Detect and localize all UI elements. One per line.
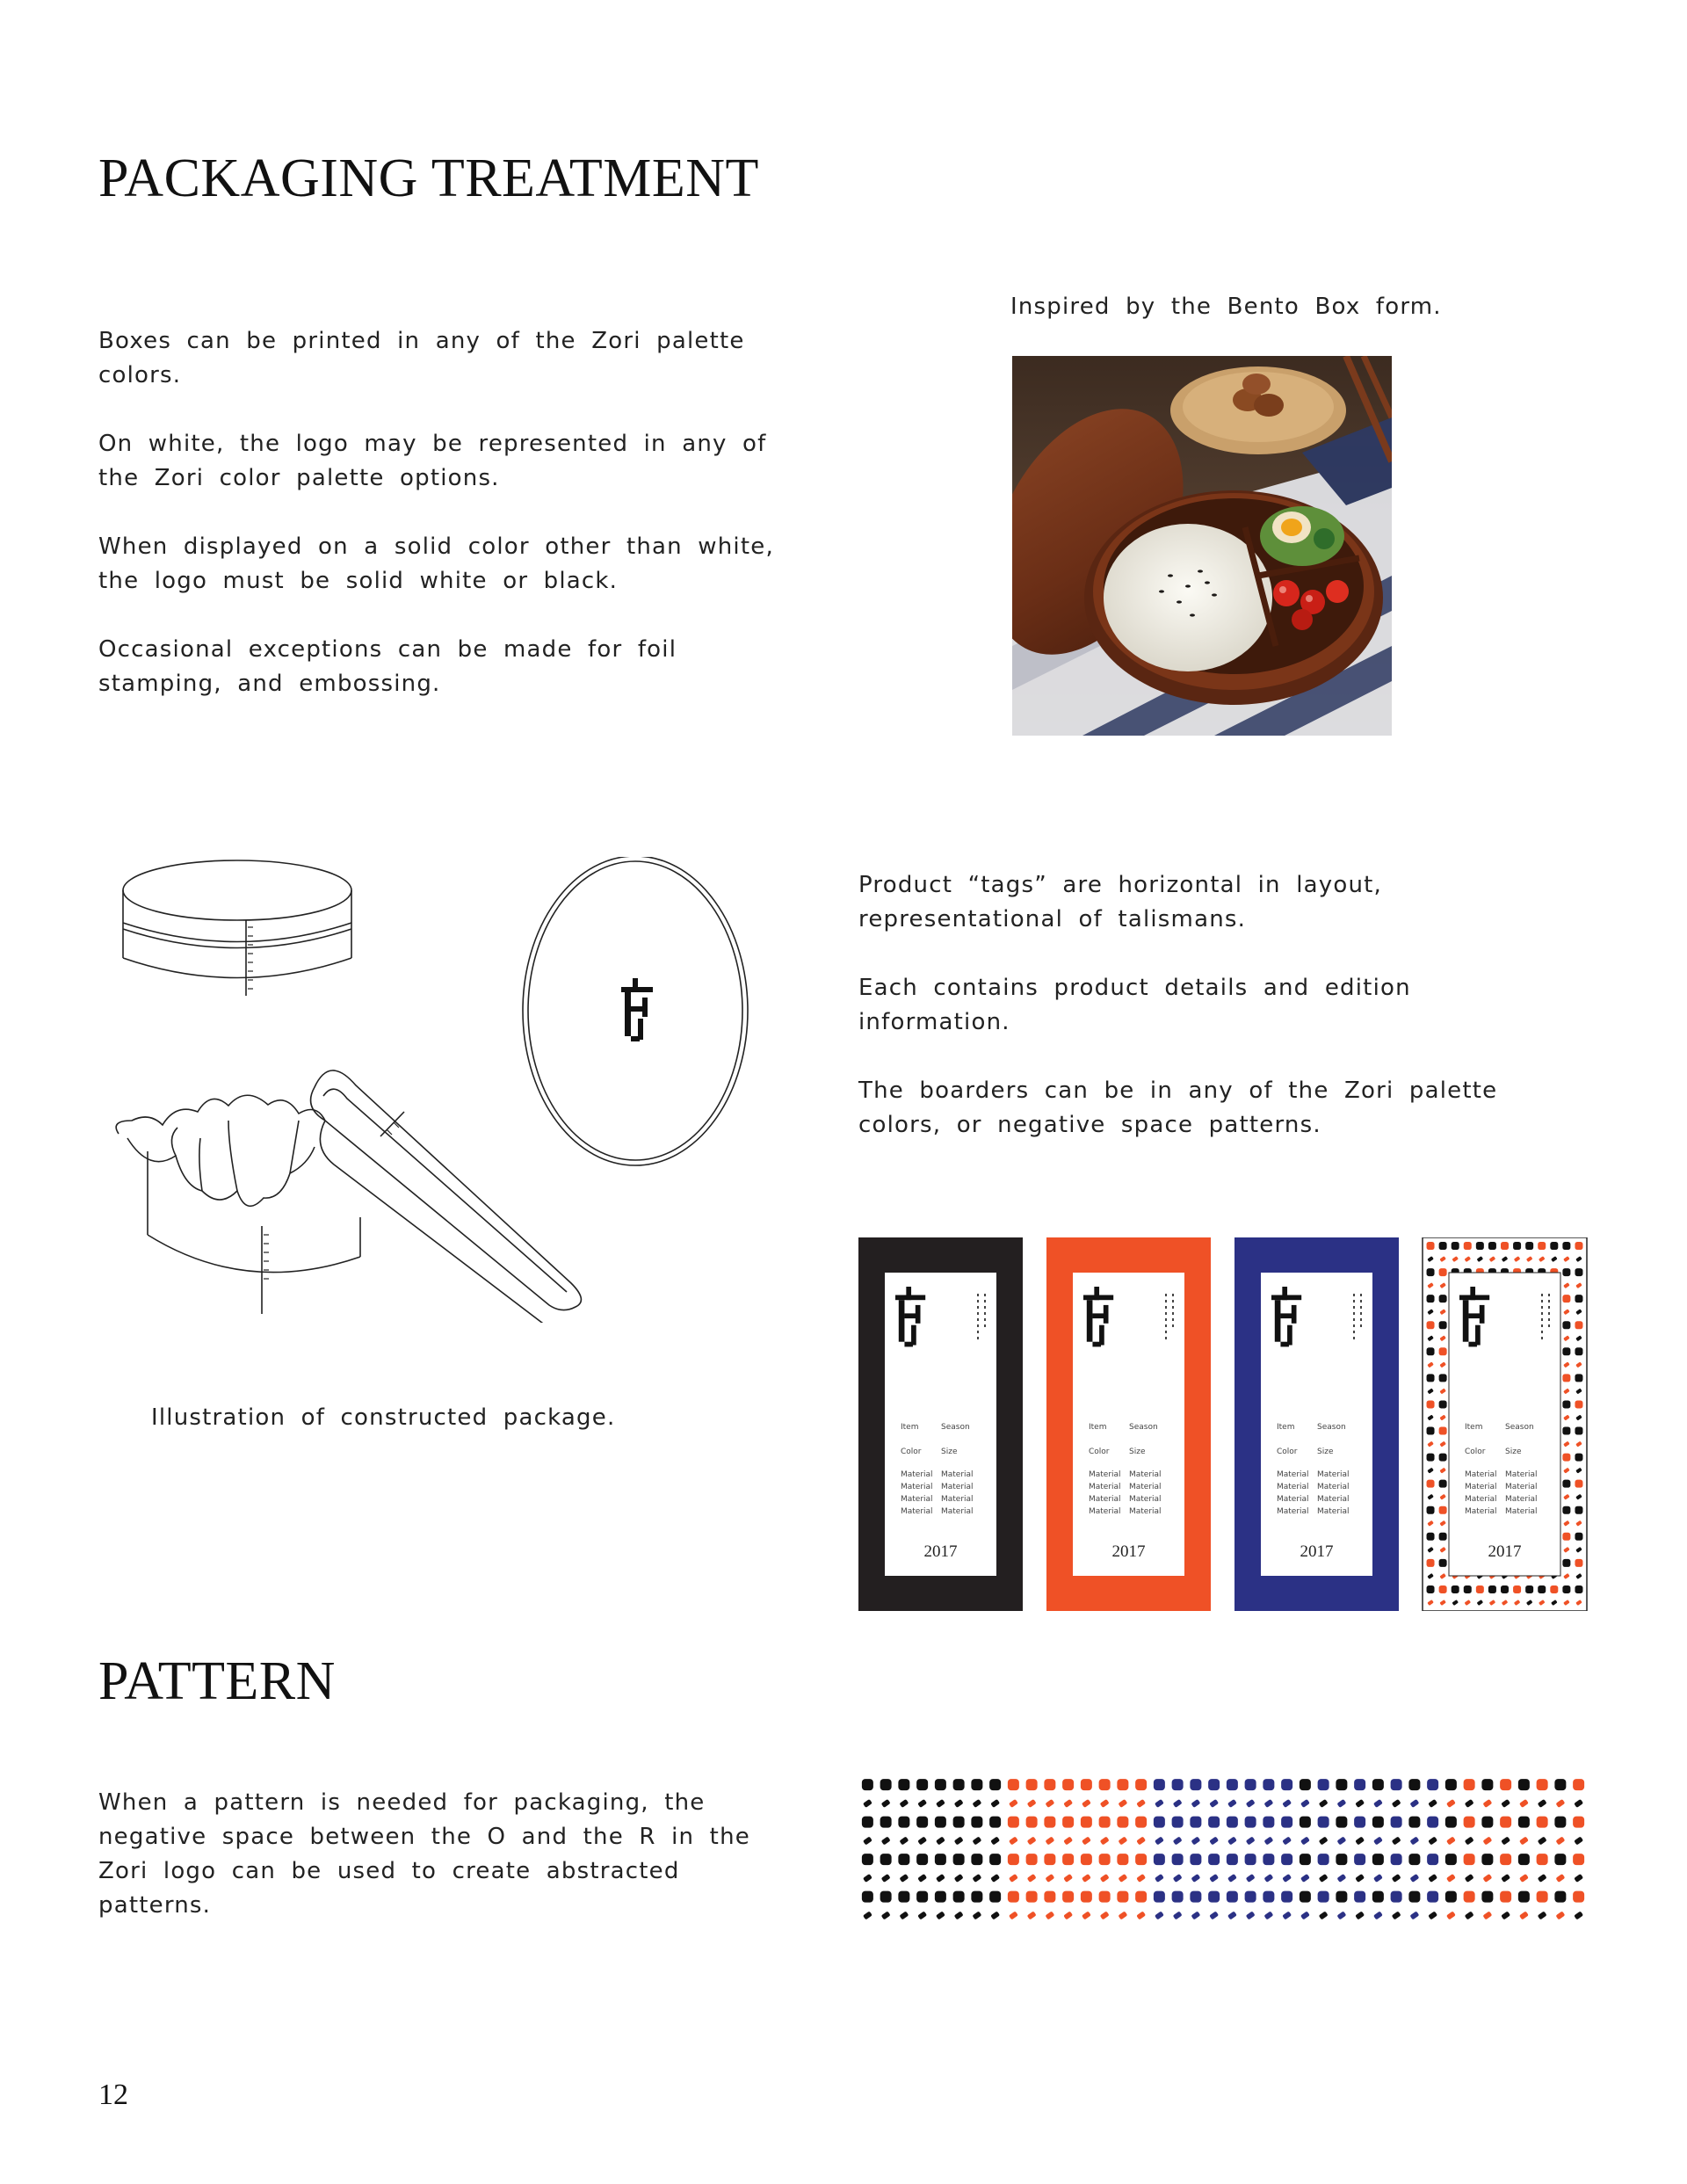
tag-detail-label: Season [941,1423,970,1432]
product-tags [858,1237,1588,1611]
tag-detail-label: Material [1317,1507,1350,1516]
tag-detail-label: Material [901,1495,933,1504]
tag-detail-label: Season [1317,1423,1346,1432]
tag-detail-label: Size [1129,1448,1146,1456]
tag-detail-label: Material [1465,1470,1497,1479]
tag-detail-label: Season [1129,1423,1158,1432]
page-number: 12 [98,2079,128,2111]
tag-detail-label: Material [1317,1495,1350,1504]
tag-detail-label: Material [1505,1483,1538,1491]
tag-detail-label: Material [1505,1470,1538,1479]
tag-detail-label: Material [1317,1470,1350,1479]
package-illustration [114,857,773,1323]
tag-detail-label: Material [1129,1507,1162,1516]
tag-card-black [858,1237,1023,1611]
pattern-navy-black [1300,1779,1438,1919]
tag-detail-label: Material [1129,1470,1162,1479]
intro-paragraph-1: Boxes can be printed in any of the Zori palette colors. [98,328,745,388]
tag-detail-label: Material [1277,1470,1309,1479]
tag-detail-label: Material [901,1507,933,1516]
pattern-black [862,1779,1001,1919]
tag-detail-label: Size [941,1448,958,1456]
tag-detail-label: Item [1465,1423,1483,1432]
tag-detail-label: Color [1277,1448,1298,1456]
tag-detail-label: Material [941,1483,974,1491]
tags-paragraph-3: The boarders can be in any of the Zori palette colors, or negative space patterns. [858,1077,1498,1138]
tags-paragraph-1: Product “tags” are horizontal in layout, representational of talismans. [858,872,1382,932]
tag-detail-label: Material [1277,1507,1309,1516]
tags-paragraph-2: Each contains product details and edition information. [858,975,1411,1035]
tag-detail-label: Material [1277,1495,1309,1504]
tag-detail-label: Material [941,1470,974,1479]
tag-detail-label: Material [1129,1495,1162,1504]
tag-detail-label: Material [1129,1483,1162,1491]
tag-detail-label: Material [941,1495,974,1504]
intro-paragraph-4: Occasional exceptions can be made for foil stamping, and embossing. [98,636,677,697]
tag-year: 2017 [1488,1542,1522,1561]
tag-detail-label: Material [1317,1483,1350,1491]
tag-detail-label: Material [1505,1507,1538,1516]
tag-detail-label: Size [1317,1448,1334,1456]
bento-caption: Inspired by the Bento Box form. [1010,294,1442,320]
tag-card-navy [1234,1237,1399,1611]
tag-detail-label: Material [901,1470,933,1479]
pattern-text: When a pattern is needed for packaging, the negative space between the O and the R in the Zori logo can be used to create abstracted patterns. [98,1789,750,1919]
tag-detail-label: Material [1089,1507,1121,1516]
tag-detail-label: Material [1465,1507,1497,1516]
tag-detail-label: Material [1505,1495,1538,1504]
tag-year: 2017 [1111,1542,1146,1561]
tag-detail-label: Material [941,1507,974,1516]
tag-year: 2017 [923,1542,958,1561]
tag-detail-label: Material [1089,1470,1121,1479]
tag-detail-label: Material [1089,1483,1121,1491]
tag-year: 2017 [1300,1542,1334,1561]
tag-detail-label: Size [1505,1448,1522,1456]
tag-detail-label: Material [1277,1483,1309,1491]
page-title: PACKAGING TREATMENT [98,149,759,208]
pattern-title: PATTERN [98,1651,336,1711]
tags-text [858,868,1575,1177]
tag-detail-label: Item [1089,1423,1107,1432]
tag-detail-label: Material [901,1483,933,1491]
illustration-caption: Illustration of constructed package. [151,1404,616,1431]
pattern-orange-black [1445,1779,1584,1919]
tag-detail-label: Color [1089,1448,1110,1456]
intro-text [98,324,819,736]
tag-detail-label: Color [901,1448,922,1456]
tag-card-pattern [1423,1237,1587,1611]
pattern-orange [1008,1779,1147,1919]
intro-paragraph-3: When displayed on a solid color other than white, the logo must be solid white or black. [98,533,774,594]
pattern-swatches [858,1775,1588,1925]
tag-detail-label: Item [1277,1423,1295,1432]
tag-detail-label: Color [1465,1448,1486,1456]
tag-detail-label: Material [1089,1495,1121,1504]
pattern-navy [1154,1779,1292,1919]
tag-card-orange [1046,1237,1211,1611]
intro-paragraph-2: On white, the logo may be represented in any of the Zori color palette options. [98,431,767,491]
bento-box-photo [1012,356,1392,736]
tag-detail-label: Material [1465,1495,1497,1504]
tag-detail-label: Item [901,1423,919,1432]
tag-detail-label: Season [1505,1423,1534,1432]
tag-detail-label: Material [1465,1483,1497,1491]
